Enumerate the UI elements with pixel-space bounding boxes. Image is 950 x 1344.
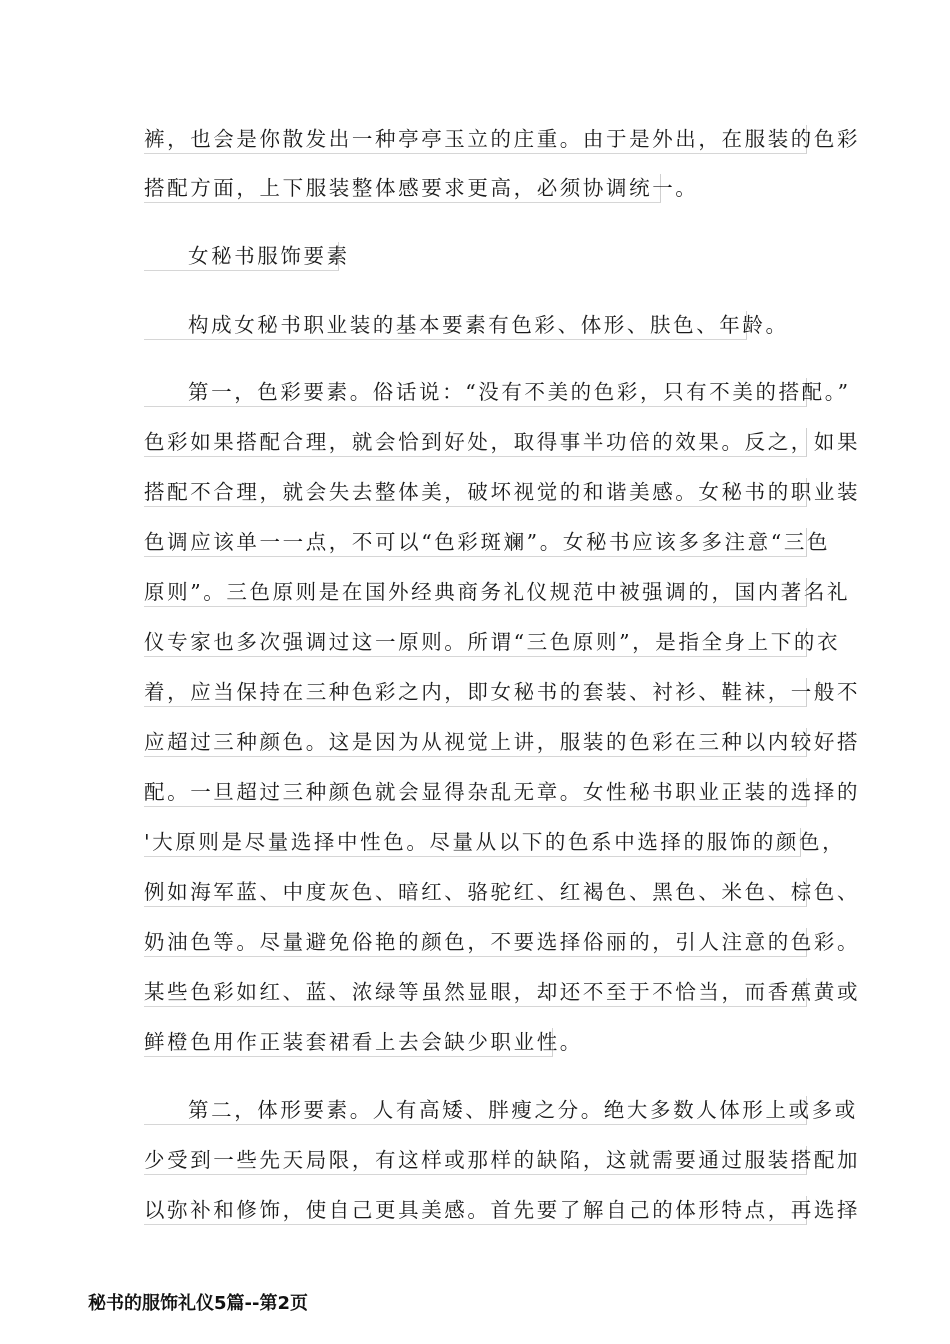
text-line: 第一，色彩要素。俗话说：“没有不美的色彩，只有不美的搭配。”: [144, 378, 807, 407]
text-line: 应超过三种颜色。这是因为从视觉上讲，服装的色彩在三种以内较好搭: [144, 728, 807, 757]
text-line: 裤，也会是你散发出一种亭亭玉立的庄重。由于是外出，在服装的色彩: [144, 125, 807, 154]
section-heading: 女秘书服饰要素: [144, 242, 339, 271]
text-line: 构成女秘书职业装的基本要素有色彩、体形、肤色、年龄。: [144, 311, 747, 340]
text-line: 例如海军蓝、中度灰色、暗红、骆驼红、红褐色、黑色、米色、棕色、: [144, 878, 807, 907]
text-line: 奶油色等。尽量避免俗艳的颜色，不要选择俗丽的，引人注意的色彩。: [144, 928, 807, 957]
text-line: 搭配方面，上下服装整体感要求更高，必须协调统一。: [144, 174, 661, 203]
text-line: 搭配不合理，就会失去整体美，破坏视觉的和谐美感。女秘书的职业装: [144, 478, 807, 507]
text-line: 色调应该单一一点，不可以“色彩斑斓”。女秘书应该多多注意“三色: [144, 528, 807, 557]
text-line: '大原则是尽量选择中性色。尽量从以下的色系中选择的服饰的颜色，: [144, 828, 801, 857]
text-line: 着，应当保持在三种色彩之内，即女秘书的套装、衬衫、鞋袜，一般不: [144, 678, 807, 707]
text-line: 以弥补和修饰，使自己更具美感。首先要了解自己的体形特点，再选择: [144, 1196, 807, 1225]
text-line: 某些色彩如红、蓝、浓绿等虽然显眼，却还不至于不恰当，而香蕉黄或: [144, 978, 807, 1007]
text-line: 配。一旦超过三种颜色就会显得杂乱无章。女性秘书职业正装的选择的: [144, 778, 807, 807]
text-line: 第二，体形要素。人有高矮、胖瘦之分。绝大多数人体形上或多或: [144, 1096, 807, 1125]
text-line: 原则”。三色原则是在国外经典商务礼仪规范中被强调的，国内著名礼: [144, 578, 807, 607]
page-footer: 秘书的服饰礼仪5篇--第2页: [88, 1293, 308, 1314]
text-line: 少受到一些先天局限，有这样或那样的缺陷，这就需要通过服装搭配加: [144, 1146, 807, 1175]
text-line: 色彩如果搭配合理，就会恰到好处，取得事半功倍的效果。反之，如果: [144, 428, 807, 457]
text-line: 仪专家也多次强调过这一原则。所谓“三色原则”，是指全身上下的衣: [144, 628, 807, 657]
text-line: 鲜橙色用作正装套裙看上去会缺少职业性。: [144, 1028, 553, 1057]
